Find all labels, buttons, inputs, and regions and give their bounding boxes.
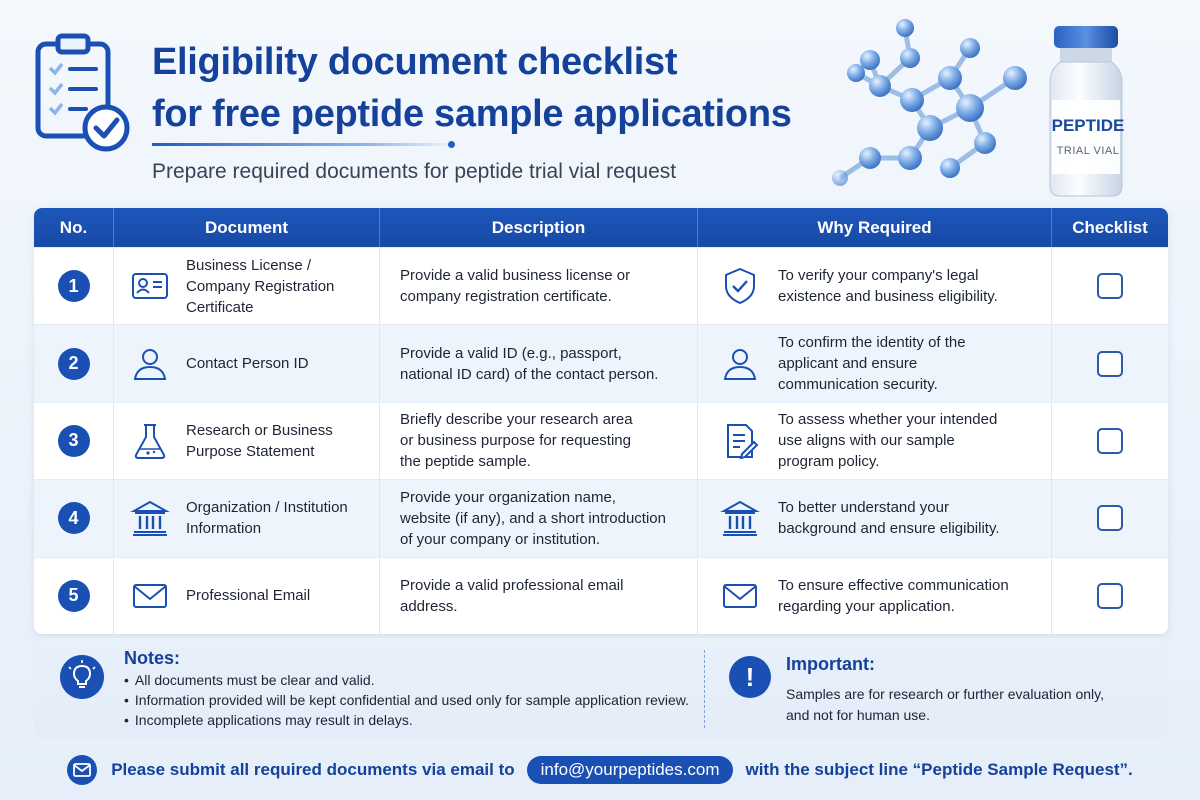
document-name: Organization / Institution Information [186, 499, 348, 538]
person-icon [130, 344, 170, 384]
table-header [34, 208, 1168, 247]
notes-title: Notes: [124, 648, 181, 668]
column-header-why-required: Why Required [698, 208, 1052, 247]
peptide-vial-illustration [1036, 22, 1136, 200]
vial-brand-label: PEPTIDE [1051, 116, 1125, 135]
shield-check-icon [720, 266, 760, 306]
footer-submission-bar [0, 750, 1200, 790]
checklist-table [34, 208, 1168, 634]
table-row [34, 479, 1168, 556]
page-subtitle: Prepare required documents for peptide trial vial request [152, 160, 677, 183]
checklist-checkbox[interactable] [1097, 583, 1123, 609]
important-text: Samples are for research or further evaluation only, and not for human use. [786, 686, 1105, 723]
document-description: Briefly describe your research area or business purpose for requesting the peptide sample. [380, 403, 698, 479]
why-required-text: To confirm the identity of the applicant and ensure communication security. [778, 334, 966, 394]
why-required-text: To verify your company's legal existence and business eligibility. [778, 267, 998, 306]
table-row [34, 557, 1168, 634]
checklist-checkbox[interactable] [1097, 428, 1123, 454]
row-number-badge: 5 [58, 580, 90, 612]
why-required-text: To ensure effective communication regarding your application. [778, 576, 1009, 615]
envelope-icon [130, 576, 170, 616]
notes-list [124, 670, 689, 730]
document-description: Provide a valid business license or company registration certificate. [380, 248, 698, 324]
document-name: Business License / Company Registration Certificate [186, 256, 335, 316]
checklist-checkbox[interactable] [1097, 505, 1123, 531]
page-title [152, 36, 792, 140]
email-link[interactable]: info@yourpeptides.com [527, 756, 734, 784]
molecule-illustration [820, 8, 1060, 198]
document-description: Provide a valid ID (e.g., passport, national ID card) of the contact person. [380, 325, 698, 401]
important-title: Important: [786, 654, 875, 674]
list-item: • Incomplete applications may result in delays. [124, 710, 689, 730]
document-description: Provide your organization name, website (if any), and a short introduction of your company or institution. [380, 480, 698, 556]
institution-icon [720, 498, 760, 538]
institution-icon [130, 498, 170, 538]
clipboard-checklist-icon [34, 32, 132, 152]
column-header-no: No. [34, 208, 114, 247]
column-header-document: Document [114, 208, 380, 247]
envelope-glyph-icon [73, 763, 91, 777]
why-required-text: To assess whether your intended use aligns with our sample program policy. [778, 411, 998, 471]
table-row [34, 247, 1168, 324]
id-card-icon [130, 266, 170, 306]
footer-text-after: with the subject line “Peptide Sample Request”. [745, 760, 1133, 779]
row-number-badge: 4 [58, 502, 90, 534]
column-header-description: Description [380, 208, 698, 247]
list-item: • Information provided will be kept confidential and used only for sample application review. [124, 690, 689, 710]
checklist-checkbox[interactable] [1097, 351, 1123, 377]
row-number-badge: 3 [58, 425, 90, 457]
table-row [34, 324, 1168, 401]
list-item: • All documents must be clear and valid. [124, 670, 689, 690]
vial-sub-label: TRIAL VIAL [1056, 145, 1120, 157]
row-number-badge: 2 [58, 348, 90, 380]
document-edit-icon [720, 421, 760, 461]
footer-text-before: Please submit all required documents via email to [111, 760, 515, 779]
title-line-2: for free peptide sample applications [152, 93, 792, 135]
row-number-badge: 1 [58, 270, 90, 302]
title-line-1: Eligibility document checklist [152, 41, 678, 83]
title-underline-divider [152, 143, 457, 146]
why-required-text: To better understand your background and ensure eligibility. [778, 499, 1000, 538]
checklist-checkbox[interactable] [1097, 273, 1123, 299]
exclamation-icon: ! [729, 656, 771, 698]
document-description: Provide a valid professional email address. [380, 558, 698, 634]
notes-divider [704, 650, 705, 728]
column-header-checklist: Checklist [1072, 217, 1148, 237]
lightbulb-icon [60, 655, 104, 699]
flask-icon [130, 421, 170, 461]
document-name: Professional Email [186, 587, 311, 605]
table-row [34, 402, 1168, 479]
envelope-icon [720, 576, 760, 616]
envelope-icon [67, 755, 97, 785]
document-name: Contact Person ID [186, 355, 309, 373]
document-name: Research or Business Purpose Statement [186, 421, 333, 460]
person-icon [720, 344, 760, 384]
